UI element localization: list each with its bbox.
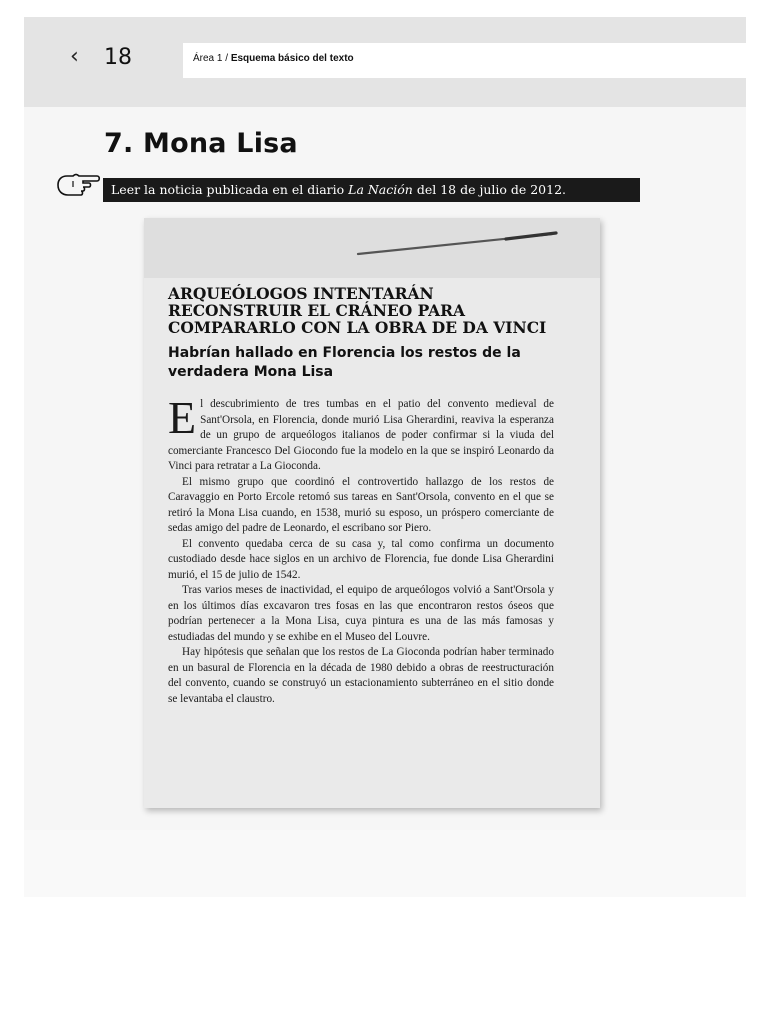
paragraph-text: l descubrimiento de tres tumbas en el patio del convento medieval de Sant'Orsola, en Florencia, donde murió Lisa Gherardini, reaviva la esperanza de un grupo de arqueólogos italianos de poder confirmar si la viuda del comerciante Francesco Del Giocondo fue la modelo en la que se inspiró Leonardo da Vinci para retratar a La Gioconda. xyxy=(168,398,554,472)
article-paragraph: Tras varios meses de inactividad, el equipo de arqueólogos volvió a Sant'Orsola y en los últimos días excavaron tres fosas en las que encontraron restos óseos que podrían pertenecer a la Mona Lisa, cuya pintura es una de las más famosas y estudiadas del mundo y se exhibe en el Museo del Louvre. xyxy=(168,584,554,643)
breadcrumb-area: Área 1 / xyxy=(193,53,231,64)
instruction-text-start: Leer la noticia publicada en el diario xyxy=(111,182,349,197)
section-title: 7. Mona Lisa xyxy=(104,128,298,159)
breadcrumb xyxy=(193,53,354,64)
instruction-text-end: del 18 de julio de 2012. xyxy=(412,182,567,197)
article-body xyxy=(168,392,554,707)
drop-cap: E xyxy=(168,392,197,443)
page-bottom xyxy=(24,830,746,897)
article-paragraph: El convento quedaba cerca de su casa y, tal como confirma un documento custodiado desde hace siglos en un archivo de Florencia, fue donde Lisa Gherardini murió, el 15 de julio de 1542. xyxy=(168,537,554,581)
article-paragraph: El mismo grupo que coordinó el controvertido hallazgo de los restos de Caravaggio en Porto Ercole retomó sus tareas en Sant'Orsola, convento en el que se retiró la Mona Lisa cuando, en 1538, murió su esposo, un próspero comerciante de sedas amigo del padre de Leonardo, el escribano sor Piero. xyxy=(168,475,554,534)
pointing-hand-icon xyxy=(56,172,102,198)
article-headline: ARQUEÓLOGOS INTENTARÁN RECONSTRUIR EL CRÁNEO PARA COMPARARLO CON LA OBRA DE DA VINCI xyxy=(168,284,547,337)
pin-icon xyxy=(356,228,560,258)
article-subheadline: Habrían hallado en Florencia los restos de la verdadera Mona Lisa xyxy=(168,345,521,380)
page-number: 18 xyxy=(104,45,132,70)
breadcrumb-section: Esquema básico del texto xyxy=(230,53,354,64)
chevron-left-icon[interactable]: ‹ xyxy=(70,44,79,69)
newspaper-name: La Nación xyxy=(348,182,413,197)
article-paragraph: Hay hipótesis que señalan que los restos de La Gioconda podrían haber terminado en un basural de Florencia en la década de 1980 debido a obras de reestructuración del convento, cuando se construyó un estacionamiento subterráneo en el sitio donde se levantaba el claustro. xyxy=(168,646,554,705)
article-paragraph xyxy=(168,392,554,475)
instruction-bar xyxy=(103,178,640,202)
